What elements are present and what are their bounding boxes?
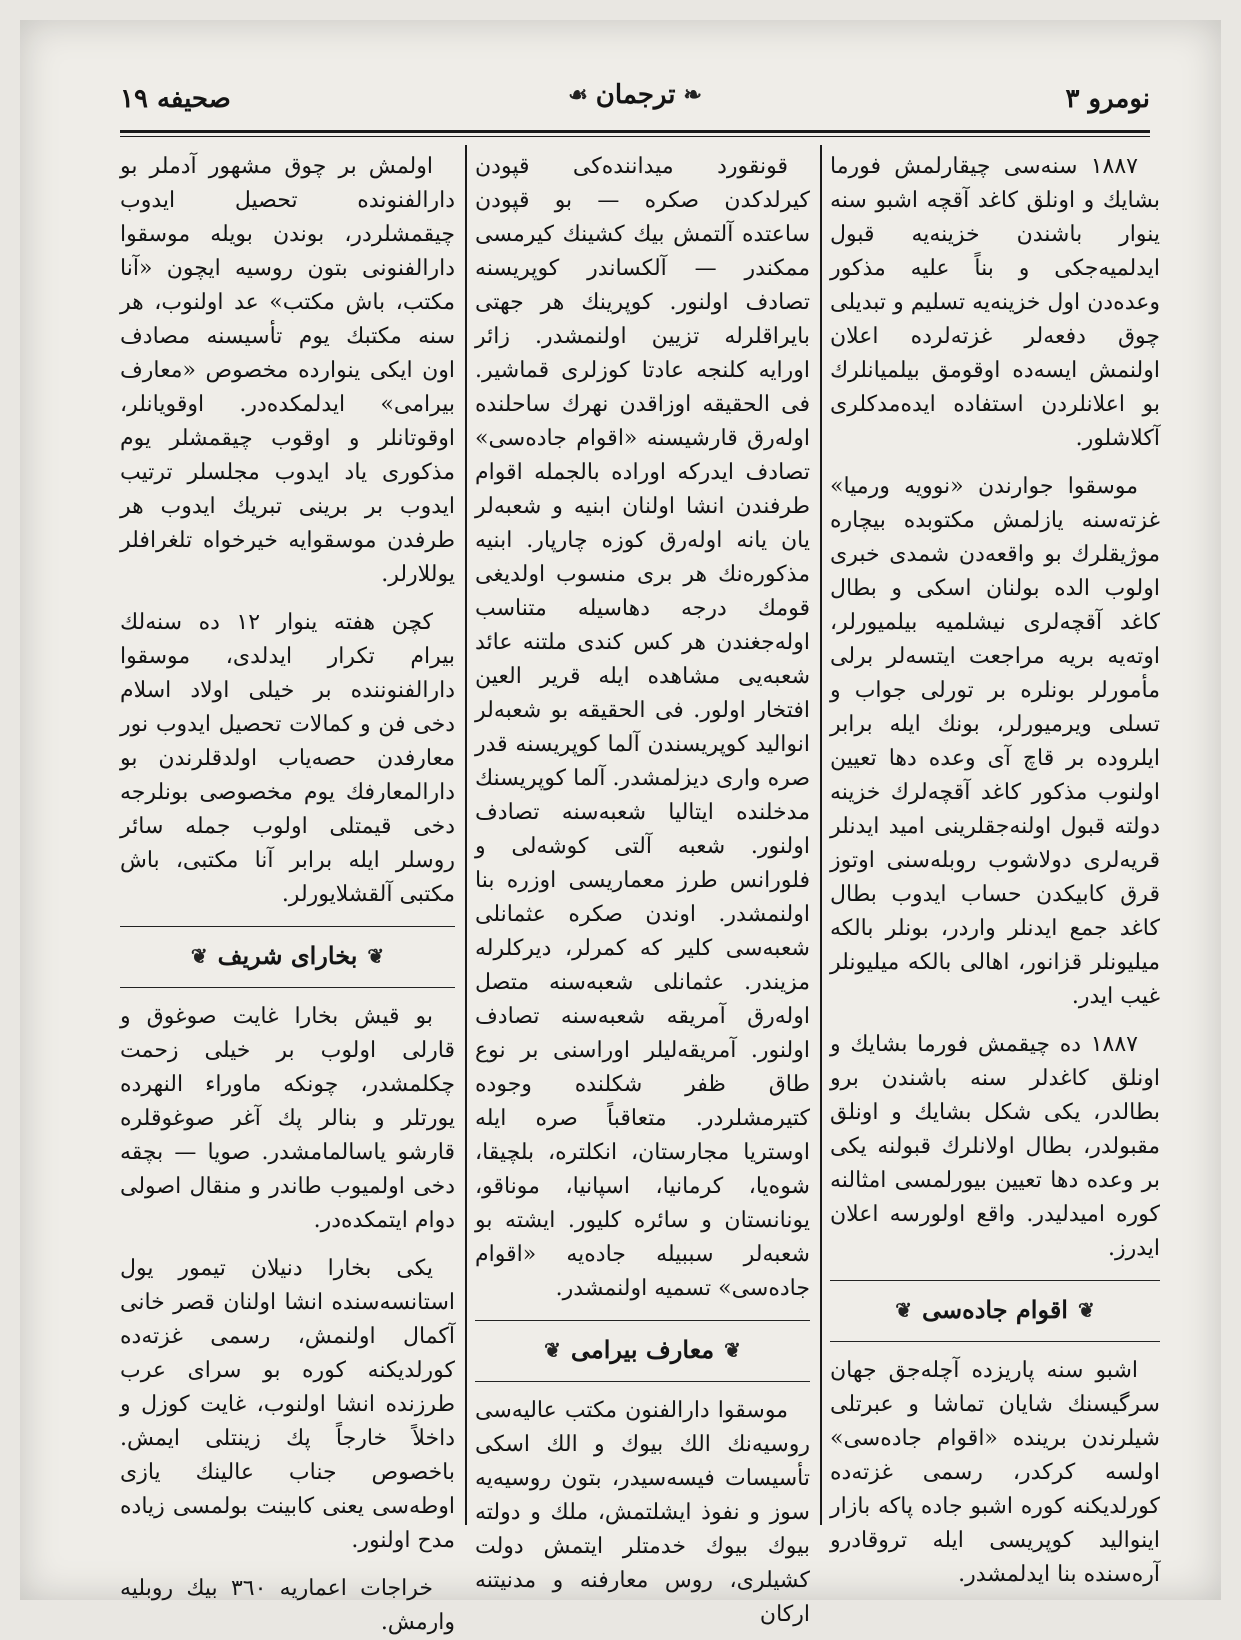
ornament-icon: ☙ [568,82,588,108]
section-rule [830,1341,1160,1342]
newspaper-page [20,20,1221,1635]
column-middle [475,150,810,1627]
article-paragraph: اولمش بر چوق مشهور آدملر بو دارالفنونده تحصيل ايدوب چيقمشلردر، بوندن بويله موسقوا دارالفنونى بتون روسيه ايچون «آنا مكتب، باش مكتب» عد اولنوب، هر سنه مكتبك يوم تأسيسنه مصادف اون ايكى ينوارده مخصوص «معارف بيرامى» ايدلمكده‌در. اوقويانلر، اوقوتانلر و اوقوب چيقمشلر يوم مذكورى ياد ايدوب مجلسلر ترتيب ايدوب بر برينى تبريك ايدوب هر طرفدن موسقوايه خيرخواه تلغرافلر يوللارلر. [120,154,455,587]
column-divider [465,145,467,1525]
column-right [830,150,1160,1587]
section-heading-text: اقوام جاده‌سى [922,1295,1068,1324]
ornament-icon: ❦ [1077,1298,1095,1322]
header-rule-thin [120,136,1150,137]
ornament-icon: ❦ [367,944,385,968]
ornament-icon: ❦ [724,1338,741,1362]
page-number: صحيفه ١٩ [120,84,231,114]
article-paragraph: خراجات اعماريه ٣٦٠ بيك روبليه وارمش. [120,1576,455,1635]
newspaper-title-block [568,80,702,110]
article-paragraph: اشبو سنه پاريزده آچله‌جق جهان سرگيسنك شايان تماشا و عبرتلى شيلرندن برينده «اقوام جاده‌سى» اولسه كركدر، رسمى غزته‌ده كورلديكنه كوره اشبو جاده پاكه بازار اينواليد كوپريسى ايله تروقادرو آره‌سنده بنا ايدلمشدر. [830,1358,1160,1587]
article-paragraph: موسقوا جوارندن «نوويه ورميا» غزته‌سنه يازلمش مكتوبده بيچاره موژيقلرك بو واقعه‌دن شمدى خبرى اولوب الده بولنان اسكى و بطال كاغد آقچه‌لرى نيشلميه بيلميورلر، اوته‌يه بريه مراجعت ايتسه‌لر برلى مأمورلر بونلره بر تورلى جواب و تسلى ويرميورلر، بونك ايله برابر ايلروده بر قاچ آى وعده دها تعيين اولنوب مذكور كاغد آقچه‌لرك خزينه دولته قبول اولنه‌جقلرينى اميد ايدنلر قريه‌لرى دولاشوب روبله‌سنى اوتوز قرق كابيكدن حساب ايدوب بطال كاغد جمع ايدنلر واردر، بونلر بالكه ميليونلر قزانور، اهالى بالكه ميليونلر غيب ايدر. [830,474,1160,1009]
newspaper-title: ترجمان [595,80,676,110]
column-left [120,150,455,1635]
article-paragraph: ١٨٨٧ سنه‌سى چيقارلمش فورما بشايك و اونلق كاغد آقچه اشبو سنه ينوار باشندن خزينه‌يه قبول ايدلميه‌جكى و بناً عليه مذكور وعده‌دن اول خزينه‌يه تسليم و تبديلى چوق دفعه‌لر غزته‌لرده اعلان اولنمش ايسه‌ده اوقومق بيلميانلرك بو اعلانلردن استفاده ايده‌مدكلرى آكلاشلور. [830,154,1160,451]
section-rule [475,1320,810,1321]
ornament-icon: ❦ [895,1298,913,1322]
section-rule [120,926,455,927]
section-rule [120,987,455,988]
section-heading-text: معارف بيرامى [570,1335,715,1364]
column-divider [820,145,822,1525]
section-heading [475,1333,810,1367]
article-paragraph: قونقورد ميداننده‌كى قپودن كيرلدكدن صكره — بو قپودن ساعتده آلتمش بيك كشينك كيرمسى ممكندر — آلكساندر كوپريسنه تصادف اولنور. كوپرينك هر جهتى بايراقلرله تزيين اولنمشدر. زائر اورايه كلنجه عادتا كوزلرى قماشير. فى الحقيقه اوزاقدن نهرك ساحلنده اوله‌رق قارشيسنه «اقوام جاده‌سى» تصادف ايدركه اوراده بالجمله اقوام طرفندن انشا اولنان ابنيه و شعبه‌لر يان يانه اوله‌رق كوزه چارپار. ابنيه مذكوره‌نك هر برى منسوب اولديغى قومك درجه دهاسيله متناسب اوله‌جغندن هر كس كندى ملتنه عائد شعبه‌يى مشاهده ايله قرير العين افتخار اولور. فى الحقيقه بو شعبه‌لر انواليد كوپريسندن آلما كوپريسنه قدر صره وارى ديزلمشدر. آلما كوپريسنك مدخلنده ايتاليا شعبه‌سنه تصادف اولنور. شعبه آلتى كوشه‌لى و فلورانس طرز معماريسى اوزره بنا اولنمشدر. اوندن صكره عثمانلى شعبه‌سى كلير كه كمرلر، ديركلرله مزيندر. عثمانلى شعبه‌سنه متصل اوله‌رق آمريقه شعبه‌سنه تصادف اولنور. آمريقه‌ليلر اوراسنى بر نوع طاق ظفر شكلنده وجوده كتيرمشلردر. متعاقباً صره ايله اوستريا مجارستان، انكلتره، بلچيقا، شوه‌يا، كرمانيا، اسپانيا، موناقو، يونانستان و سائره كليور. ايشته بو شعبه‌لر سببيله جاده‌يه «اقوام جاده‌سى» تسميه اولنمشدر. [475,154,810,1301]
ornament-icon: ❧ [683,82,702,108]
section-heading-text: بخاراى شريف [217,941,358,970]
ornament-icon: ❦ [544,1338,561,1362]
article-paragraph: ١٨٨٧ ده چيقمش فورما بشايك و اونلق كاغدلر سنه باشندن برو بطالدر، يكى شكل بشايك و اونلق مقبولدر، بطال اولانلرك قبولنه يكى بر وعده دها تعيين بيورلمسى امثالنه كوره اميدليدر. واقع اولورسه اعلان ايدرز. [830,1032,1160,1261]
section-rule [830,1280,1160,1281]
article-paragraph: كچن هفته ينوار ١٢ ده سنه‌لك بيرام تكرار ايدلدى، موسقوا دارالفنوننده بر خيلى اولاد اسلام دخى فن و كمالات تحصيل ايدوب نور معارفدن حصه‌ياب اولدقلرندن بو دارالمعارفك يوم مخصوصى بونلرجه دخى قيمتلى اولوب جمله سائر روسلر ايله برابر آنا مكتبى، باش مكتبى آلقشلايورلر. [120,610,455,907]
section-rule [475,1381,810,1382]
masthead [120,80,1150,120]
header-rule [120,130,1150,133]
article-paragraph: يكى بخارا دنيلان تيمور يول استانسه‌سنده انشا اولنان قصر خانى آكمال اولنمش، رسمى غزته‌ده كورلديكنه كوره بو سراى عرب طرزنده انشا اولنوب، غايت كوزل و داخلاً خارجاً پك زينتلى ايمش. باخصوص جناب عالينك يازى اوطه‌سى يعنى كابينت بولمسى زياده مدح اولنور. [120,1256,455,1553]
section-heading [830,1293,1160,1327]
ornament-icon: ❦ [190,944,208,968]
issue-number: نومرو ٣ [1065,84,1150,114]
section-heading [120,939,455,973]
article-paragraph: بو قيش بخارا غايت صوغوق و قارلى اولوب بر خيلى زحمت چكلمشدر، چونكه ماوراء النهرده يورتلر و بنالر پك آغر صوغوقلره قارشو ياسالمامشدر. صويا — بچقه دخى اولميوب طاندر و منقال اصولى دوام ايتمكده‌در. [120,1004,455,1233]
article-paragraph: موسقوا دارالفنون مكتب عاليه‌سى روسيه‌نك الك بيوك و الك اسكى تأسيسات فيسه‌سيدر، بتون روسيه‌يه سوز و نفوذ ايشلتمش، ملك و دولته بيوك بيوك خدمتلر ايتمش دولت كشيلرى، روس معارفنه و مدنيتنه اركان [475,1398,810,1627]
